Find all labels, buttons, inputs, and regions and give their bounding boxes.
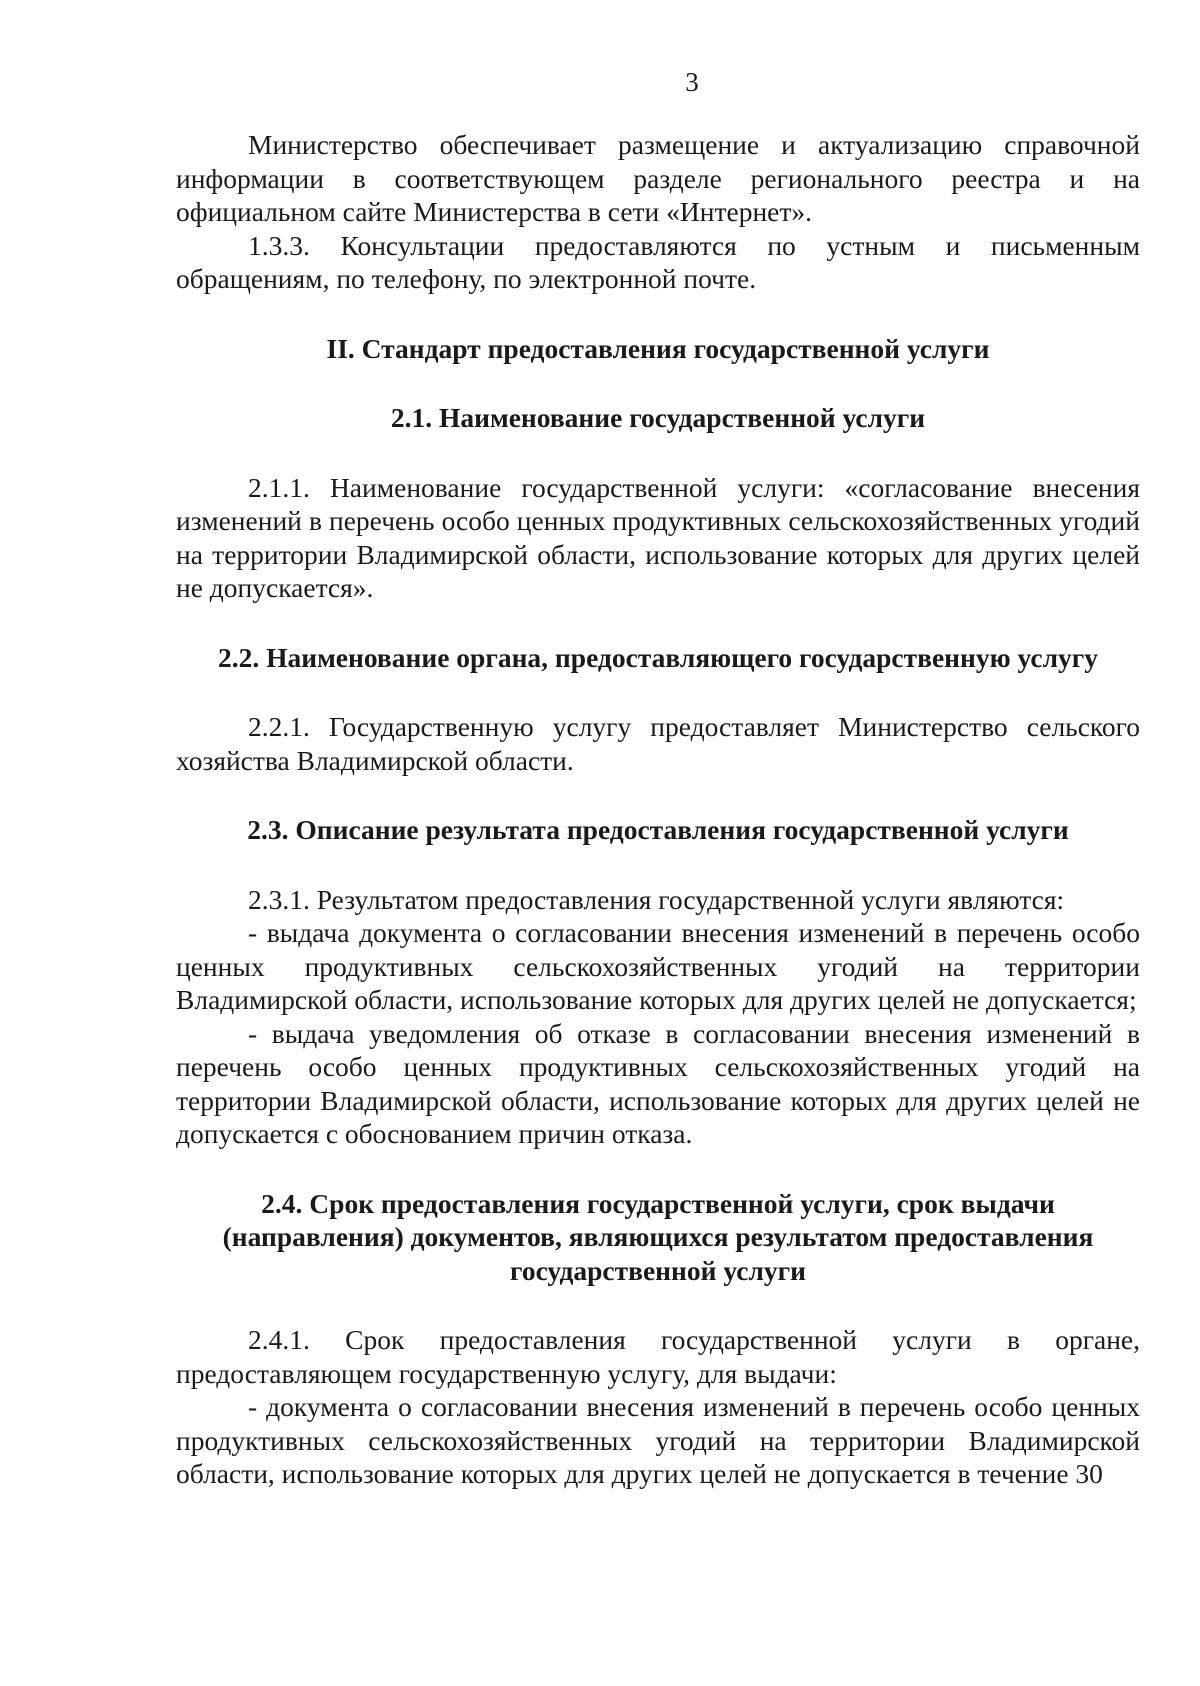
section-2-title: II. Стандарт предоставления государственной услуги [326,332,990,364]
paragraph-2-4-1: 2.4.1. Срок предоставления государственной услуги в органе, предоставляющем государственную услугу, для выдачи: [176,1324,1140,1389]
paragraph-2-3-1: 2.3.1. Результатом предоставления государственной услуги являются: [248,883,1065,915]
page-number: 3 [685,67,699,97]
paragraph-result-document: - выдача документа о согласовании внесения изменений в перечень особо ценных продуктивных сельскохозяйственных угодий на территории Владимирской области, использование которых для других целей не допускается; [176,917,1140,1015]
document-body [176,128,1140,1491]
section-2-4-title-line-2: (направления) документов, являющихся результатом предоставления [222,1221,1094,1252]
paragraph-2-1-1: 2.1.1. Наименование государственной услуги: «согласование внесения изменений в перечень особо ценных продуктивных сельскохозяйственных угодий на территории Владимирской области, использование которых для других целей не допускается». [176,471,1140,603]
section-2-3-title: 2.3. Описание результата предоставления государственной услуги [247,814,1069,845]
paragraph-ministry-info: Министерство обеспечивает размещение и актуализацию справочной информации в соответствующем разделе регионального реестра и на официальном сайте Министерства в сети «Интернет». [176,129,1140,227]
paragraph-result-refusal: - выдача уведомления об отказе в согласовании внесения изменений в перечень особо ценных продуктивных сельскохозяйственных угодий на территории Владимирской области, использование которых для других целей не допускается с обоснованием причин отказа. [176,1017,1140,1149]
section-2-2-title: 2.2. Наименование органа, предоставляющего государственную услугу [217,641,1099,673]
paragraph-1-3-3: 1.3.3. Консультации предоставляются по устным и письменным обращениям, по телефону, по электронной почте. [176,229,1140,294]
section-2-4-title [176,1187,1140,1288]
paragraph-2-2-1: 2.2.1. Государственную услугу предоставляет Министерство сельского хозяйства Владимирской области. [176,711,1140,776]
paragraph-term-document: - документа о согласовании внесения изменений в перечень особо ценных продуктивных сельскохозяйственных угодий на территории Владимирской области, использование которых для других целей не допускается в течение 30 [176,1391,1140,1489]
section-2-1-title: 2.1. Наименование государственной услуги [390,402,926,433]
section-2-4-title-line-1: 2.4. Срок предоставления государственной услуги, срок выдачи [261,1187,1055,1219]
section-2-4-title-line-3: государственной услуги [510,1254,806,1286]
